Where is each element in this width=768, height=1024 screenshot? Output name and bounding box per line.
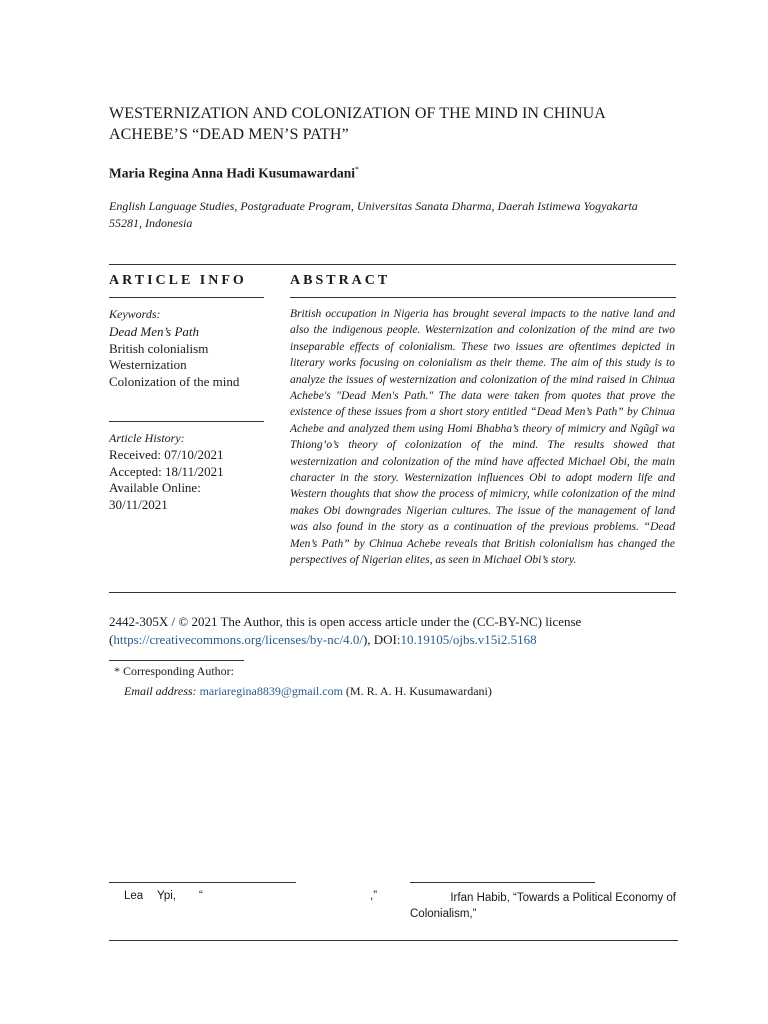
license-doi-prefix: ), DOI:: [362, 632, 401, 647]
footnote-right-line-1: Irfan Habib, “Towards a Political Economy of: [450, 892, 676, 904]
license-block: [109, 613, 679, 649]
title-line-2: ACHEBE’S “DEAD MEN’S PATH”: [109, 126, 349, 143]
footnote-right: [410, 890, 676, 922]
keyword-item: Dead Men’s Path: [109, 324, 200, 339]
top-rule: [109, 264, 676, 265]
article-history: [109, 447, 269, 513]
keyword-item: Colonization of the mind: [109, 373, 240, 389]
email-line: [124, 684, 492, 699]
corresponding-rule: [109, 660, 244, 661]
available-date: 30/11/2021: [109, 496, 168, 512]
abstract-text: British occupation in Nigeria has brought several impacts to the native land and also the indigenous people. Westernization and colonization of the mind are two inseparable effects of colonialism. These two issues are oftentimes depicted in literary works focusing on colonialism as their theme. The aim of this study is to analyze the issues of westernization and colonization of the mind raised in Chinua Achebe's "Dead Men's Path." The data were taken from quotes that prove the existence of these issues from a short story entitled “Dead Men’s Path” by Chinua Achebe and analyzed them using Homi Bhabha’s theory of mimicry and Ngũgĩ wa Thiong’o’s theory of colonization of the mind. The results showed that westernization and colonization of the mind have affected Michael Obi, the main character in the story. Westernization influences Obi to adopt modern life and Western thoughts that show the process of mimicry, while colonization of the mind makes Obi downgrades Nigerian cultures. The issue of the management of land was also found in the story as a continuation of the previous problems. “Dead Men’s Path” by Chinua Achebe reveals that British colonialism has changed the perspectives of Nigerian elites, as seen in Michael Obi’s story.: [290, 308, 675, 567]
accepted-date: Accepted: 18/11/2021: [109, 463, 224, 479]
abstract-rule: [290, 297, 676, 298]
affiliation-line-2: 55281, Indonesia: [109, 216, 193, 230]
corresponding-author-label: * Corresponding Author:: [114, 664, 234, 678]
author-text: Maria Regina Anna Hadi Kusumawardani: [109, 165, 356, 181]
author-name: [109, 165, 359, 182]
keyword-item: British colonialism: [109, 340, 209, 356]
email-link[interactable]: mariaregina8839@gmail.com: [199, 684, 343, 698]
footnote-left-close: ,”: [370, 890, 378, 902]
article-info-rule: [109, 297, 264, 298]
license-line-1: 2442-305X / © 2021 The Author, this is open access article under the (CC-BY-NC) license: [109, 614, 582, 629]
affiliation-line-1: English Language Studies, Postgraduate Program, Universitas Sanata Dharma, Daerah Istimewa Yogyakarta: [109, 199, 638, 213]
available-label: Available Online:: [109, 480, 201, 495]
doi-link[interactable]: 10.19105/ojbs.v15i2.5168: [400, 632, 537, 647]
email-owner: (M. R. A. H. Kusumawardani): [345, 684, 492, 698]
email-label: Email address:: [124, 684, 197, 698]
page-bottom-rule: [109, 940, 678, 941]
footnote-right-line-2: Colonialism,”: [410, 908, 477, 920]
keywords-label: Keywords:: [109, 307, 161, 321]
license-open-paren: (: [109, 632, 114, 647]
keywords-list: [109, 324, 239, 390]
footnote-left-word-2: Ypi,: [157, 890, 176, 902]
abstract-heading: ABSTRACT: [290, 273, 391, 288]
title-line-1: WESTERNIZATION AND COLONIZATION OF THE MIND IN CHINUA: [109, 105, 606, 122]
history-label: Article History:: [109, 431, 185, 445]
footnote-rule-left: [109, 882, 296, 883]
abstract-bottom-rule: [109, 592, 676, 593]
author-mark: *: [355, 165, 360, 174]
keywords-divider: [109, 421, 264, 422]
received-date: Received: 07/10/2021: [109, 447, 224, 462]
keyword-item: Westernization: [109, 357, 187, 372]
footnote-left-word-1: Lea: [124, 890, 144, 902]
footnote-rule-right: [410, 882, 595, 883]
paper-title: [109, 103, 669, 145]
article-info-heading: ARTICLE INFO: [109, 273, 247, 288]
footnote-left-quote: “: [199, 890, 203, 902]
license-url-link[interactable]: https://creativecommons.org/licenses/by-nc/4.0/: [113, 632, 363, 647]
affiliation: [109, 198, 669, 232]
license-line-2: [109, 631, 679, 649]
